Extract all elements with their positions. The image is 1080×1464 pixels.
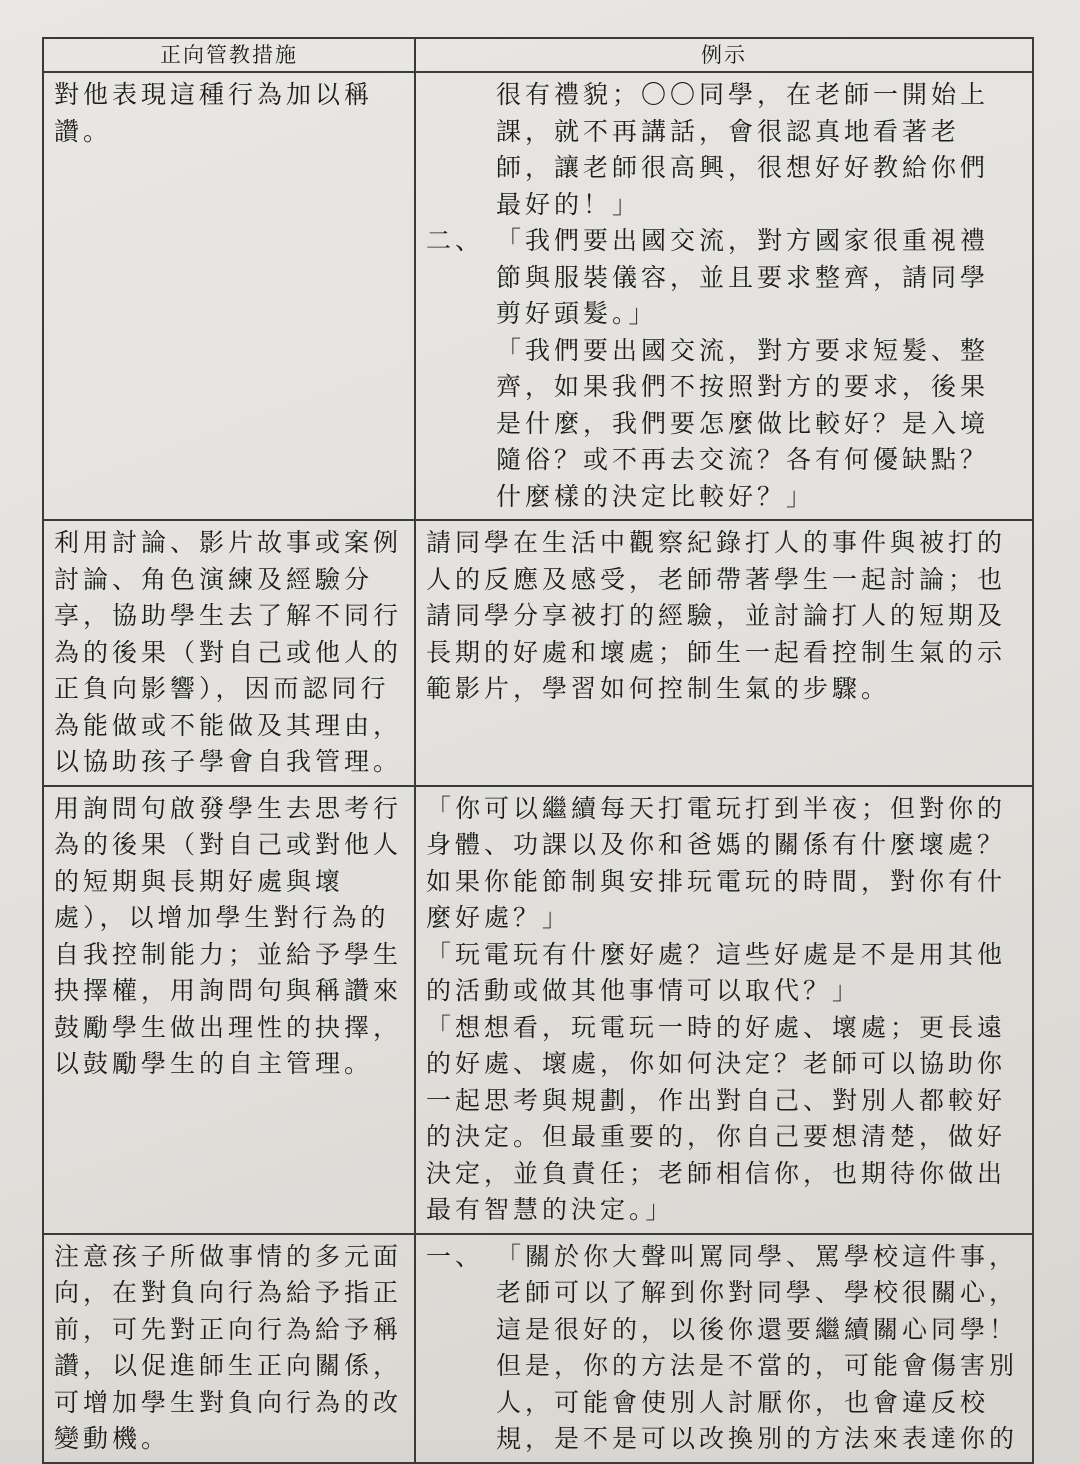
example-text: 「你可以繼續每天打電玩打到半夜；但對你的身體、功課以及你和爸媽的關係有什麼壞處？如果你能節制與安排玩電玩的時間，對你有什麼好處？」 <box>426 793 1007 932</box>
example-text: 「關於你大聲叫罵同學、罵學校這件事，老師可以了解到你對同學、學校很關心，這是很好的，以後你還要繼續關心同學！但是，你的方法是不當的，可能會傷害別人，可能會使別人討厭你，也會違反校規，是不是可以改換別的方法來表達你的 <box>496 1241 1019 1453</box>
guidance-table <box>42 37 1034 1464</box>
table-header-row <box>43 38 1033 72</box>
example-cell <box>415 1234 1033 1463</box>
table-row <box>43 520 1033 786</box>
example-text: 「想想看，玩電玩一時的好處、壞處；更長遠的好處、壞處，你如何決定？老師可以協助你一起思考與規劃，作出對自己、對別人都較好的決定。但最重要的，你自己要想清楚，做好決定，並負責任；老師相信你，也期待你做出最有智慧的決定。」 <box>426 1012 1007 1224</box>
measure-cell <box>43 1234 415 1463</box>
example-text: 很有禮貌；〇〇同學，在老師一開始上課，就不再講話，會很認真地看著老師，讓老師很高興，很想好好教給你們最好的！」 <box>496 80 990 219</box>
example-item <box>426 1239 1022 1458</box>
measure-text: 利用討論、影片故事或案例討論、角色演練及經驗分享，協助學生去了解不同行為的後果（對自己或他人的正負向影響），因而認同行為能做或不能做及其理由，以協助孩子學會自我管理。 <box>54 528 403 776</box>
example-cell <box>415 72 1033 520</box>
example-text: 「玩電玩有什麼好處？這些好處是不是用其他的活動或做其他事情可以取代？」 <box>426 939 1007 1005</box>
example-item <box>426 77 1002 223</box>
measure-text: 用詢問句啟發學生去思考行為的後果（對自己或對他人的短期與長期好處與壞處），以增加學生對行為的自我控制能力；並給予學生抉擇權，用詢問句與稱讚來鼓勵學生做出理性的抉擇，以鼓勵學生的自主管理。 <box>54 793 403 1078</box>
example-item <box>426 333 1002 516</box>
item-marker <box>426 77 496 223</box>
header-examples: 例示 <box>415 38 1033 72</box>
example-cell <box>415 786 1033 1234</box>
item-marker: 一、 <box>426 1241 485 1271</box>
measure-text: 注意孩子所做事情的多元面向，在對負向行為給予指正前，可先對正向行為給予稱讚，以促進師生正向關係，可增加學生對負向行為的改變動機。 <box>54 1241 403 1453</box>
measure-cell <box>43 520 415 786</box>
header-measures: 正向管教措施 <box>43 38 415 72</box>
example-text: 「我們要出國交流，對方國家很重視禮節與服裝儀容，並且要求整齊，請同學剪好頭髮。」 <box>496 226 990 328</box>
example-text: 請同學在生活中觀察紀錄打人的事件與被打的人的反應及感受，老師帶著學生一起討論；也請同學分享被打的經驗，並討論打人的短期及長期的好處和壞處；師生一起看控制生氣的示範影片，學習如何控制生氣的步驟。 <box>426 528 1007 703</box>
measure-cell <box>43 786 415 1234</box>
table-row <box>43 786 1033 1234</box>
example-item <box>426 223 1002 333</box>
example-text: 「我們要出國交流，對方要求短髮、整齊，如果我們不按照對方的要求，後果是什麼，我們要怎麼做比較好？是入境隨俗？或不再去交流？各有何優缺點？什麼樣的決定比較好？」 <box>496 335 990 511</box>
measure-text: 對他表現這種行為加以稱讚。 <box>54 80 374 146</box>
item-marker <box>426 333 496 516</box>
item-marker: 二、 <box>426 226 485 255</box>
measure-cell <box>43 72 415 520</box>
example-cell <box>415 520 1033 786</box>
table-row <box>43 72 1033 520</box>
table-row <box>43 1234 1033 1463</box>
